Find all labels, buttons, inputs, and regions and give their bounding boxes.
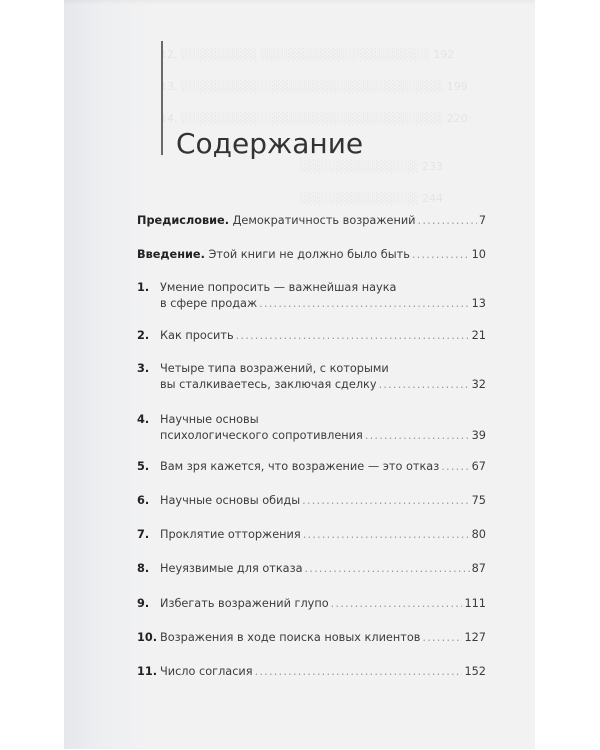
page-number: 10 bbox=[471, 248, 486, 261]
chapter-number: 8. bbox=[137, 562, 150, 575]
entry-label: Введение. bbox=[137, 248, 205, 261]
toc-entry-chapter-6[interactable] bbox=[137, 493, 486, 509]
entry-title: Число согласия bbox=[160, 665, 253, 678]
toc-entry-chapter-7[interactable] bbox=[137, 527, 486, 543]
dot-leader bbox=[441, 459, 469, 475]
chapter-number: 10. bbox=[137, 631, 158, 644]
page-number: 21 bbox=[471, 329, 486, 342]
chapter-number: 4. bbox=[137, 413, 150, 426]
page-number: 67 bbox=[471, 460, 486, 473]
toc-entry-chapter-8[interactable] bbox=[137, 561, 486, 577]
toc-entry-chapter-11[interactable] bbox=[137, 664, 486, 680]
page-number: 32 bbox=[471, 378, 486, 391]
entry-title: вы сталкиваетесь, заключая сделку bbox=[160, 378, 377, 391]
entry-title: Проклятие отторжения bbox=[160, 528, 301, 541]
dot-leader bbox=[365, 428, 470, 444]
entry-title: Этой книги не должно было быть bbox=[208, 248, 410, 261]
toc-entry-introduction[interactable] bbox=[137, 247, 486, 263]
dot-leader bbox=[255, 664, 463, 680]
toc-entry-chapter-10[interactable] bbox=[137, 630, 486, 646]
entry-title: Избегать возражений глупо bbox=[160, 597, 329, 610]
title-vertical-rule bbox=[161, 41, 163, 155]
dot-leader bbox=[303, 527, 470, 543]
chapter-number: 7. bbox=[137, 528, 150, 541]
page-number: 7 bbox=[478, 214, 486, 227]
chapter-number: 6. bbox=[137, 494, 150, 507]
chapter-number: 1. bbox=[137, 281, 150, 294]
entry-title: Демократичность возражений bbox=[232, 214, 416, 227]
toc-entry-chapter-1[interactable] bbox=[137, 280, 486, 312]
entry-title: Научные основы bbox=[160, 413, 259, 426]
toc-entry-chapter-4[interactable] bbox=[137, 412, 486, 444]
dot-leader bbox=[422, 630, 462, 646]
page-title: Содержание bbox=[176, 127, 364, 160]
dot-leader bbox=[412, 247, 470, 263]
dot-leader bbox=[418, 213, 477, 229]
entry-label: Предисловие. bbox=[137, 214, 229, 227]
chapter-number: 11. bbox=[137, 665, 158, 678]
dot-leader bbox=[236, 328, 470, 344]
toc-entry-chapter-5[interactable] bbox=[137, 459, 486, 475]
dot-leader bbox=[302, 493, 469, 509]
chapter-number: 2. bbox=[137, 329, 150, 342]
page-number: 152 bbox=[464, 665, 486, 678]
chapter-number: 5. bbox=[137, 460, 150, 473]
page-number: 75 bbox=[471, 494, 486, 507]
dot-leader bbox=[305, 561, 470, 577]
page-number: 80 bbox=[471, 528, 486, 541]
dot-leader bbox=[259, 296, 469, 312]
dot-leader bbox=[379, 377, 470, 393]
chapter-number: 3. bbox=[137, 362, 150, 375]
toc-entry-preface[interactable] bbox=[137, 213, 486, 229]
page-number: 39 bbox=[471, 429, 486, 442]
entry-title: в сфере продаж bbox=[160, 297, 258, 310]
page-number: 111 bbox=[464, 597, 486, 610]
entry-title: психологического сопротивления bbox=[160, 429, 363, 442]
dot-leader bbox=[331, 596, 463, 612]
entry-title: Умение попросить — важнейшая наука bbox=[160, 281, 397, 294]
toc-entry-chapter-2[interactable] bbox=[137, 328, 486, 344]
toc-entry-chapter-3[interactable] bbox=[137, 361, 486, 393]
entry-title: Возражения в ходе поиска новых клиентов bbox=[160, 631, 421, 644]
entry-title: Четыре типа возражений, с которыми bbox=[160, 362, 389, 375]
page-number: 127 bbox=[464, 631, 486, 644]
page-number: 87 bbox=[471, 562, 486, 575]
entry-title: Неуязвимые для отказа bbox=[160, 562, 303, 575]
toc-entry-chapter-9[interactable] bbox=[137, 596, 486, 612]
entry-title: Как просить bbox=[160, 329, 234, 342]
page-number: 13 bbox=[471, 297, 486, 310]
entry-title: Научные основы обиды bbox=[160, 494, 301, 507]
entry-title: Вам зря кажется, что возражение — это отказ bbox=[160, 460, 440, 473]
chapter-number: 9. bbox=[137, 597, 150, 610]
